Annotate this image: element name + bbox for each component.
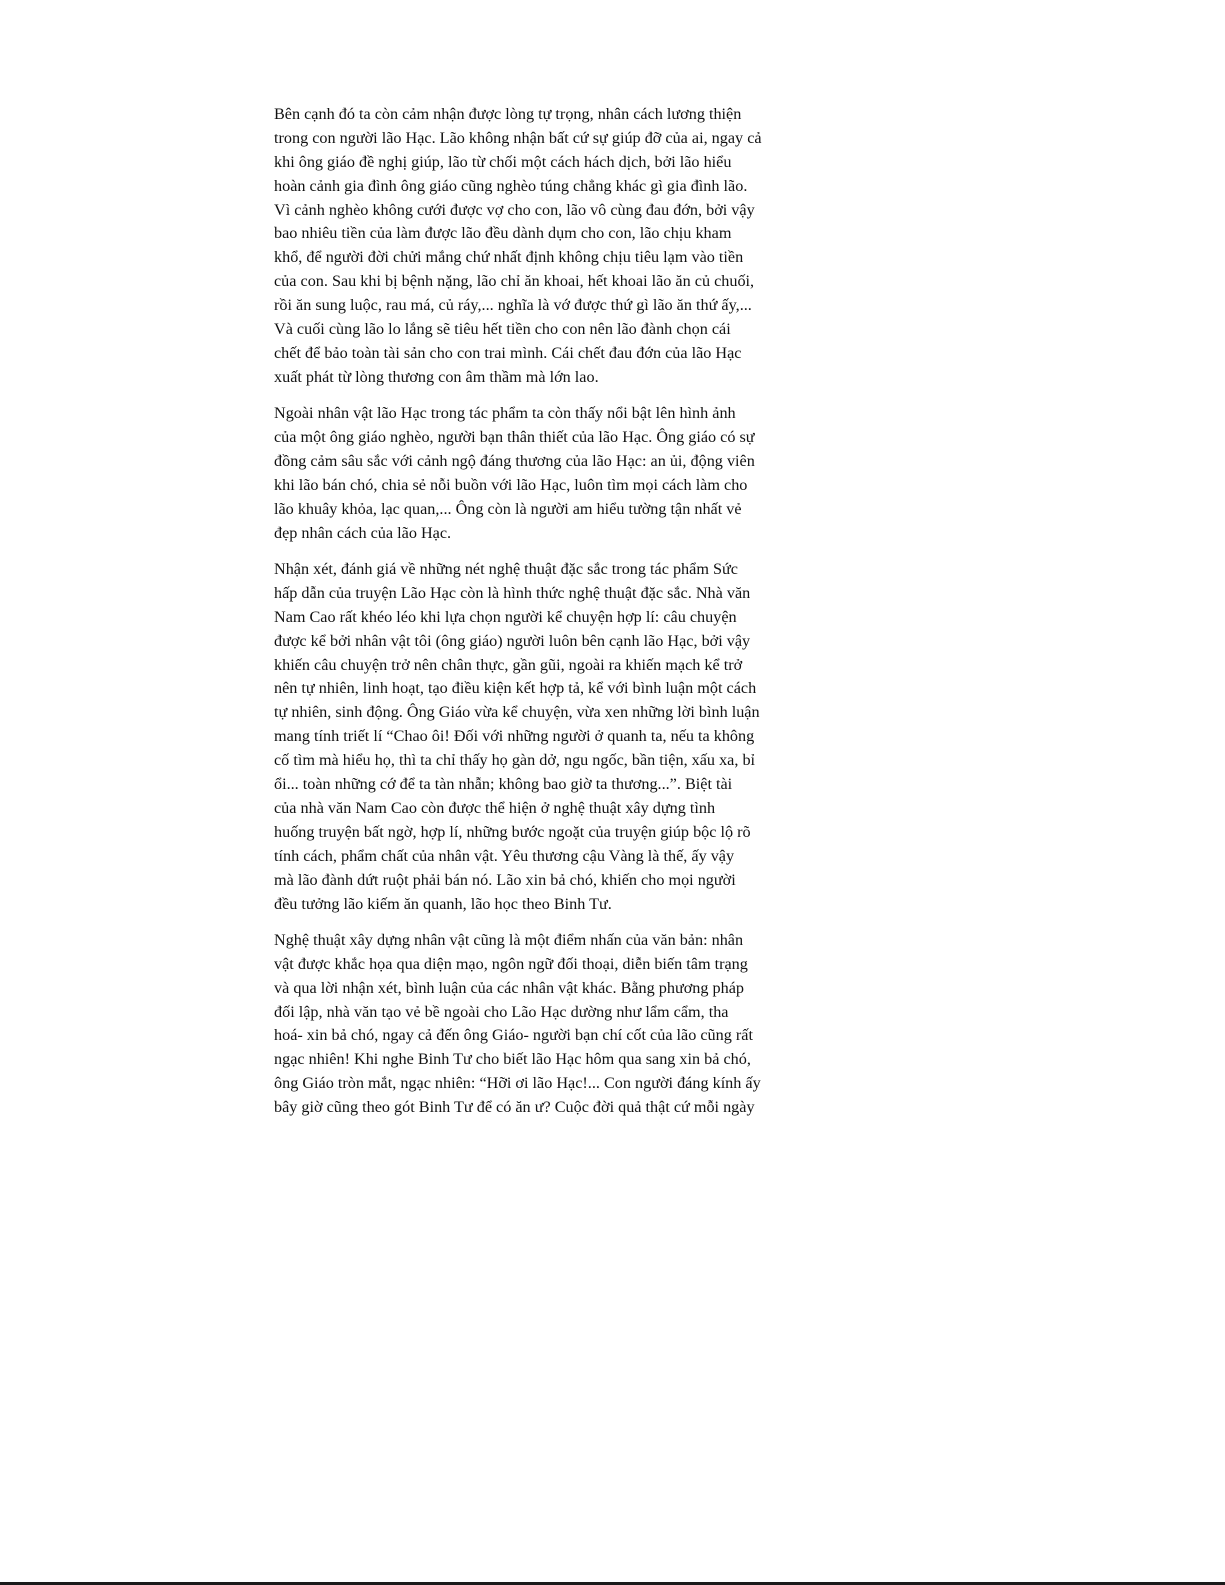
text-line: ổi... toàn những cớ để ta tàn nhẫn; không bao giờ ta thương...”. Biệt tài: [274, 775, 733, 794]
text-line: Và cuối cùng lão lo lắng sẽ tiêu hết tiền cho con nên lão đành chọn cái: [274, 320, 731, 339]
text-line: trong con người lão Hạc. Lão không nhận bất cứ sự giúp đỡ của ai, ngay cả: [274, 128, 762, 147]
text-line: ông Giáo tròn mắt, ngạc nhiên: “Hỡi ơi lão Hạc!... Con người đáng kính ấy: [274, 1074, 761, 1093]
text-line: mang tính triết lí “Chao ôi! Đối với những người ở quanh ta, nếu ta không: [274, 727, 755, 746]
paragraph-3: [274, 558, 826, 916]
text-line: Nghệ thuật xây dựng nhân vật cũng là một điểm nhấn của văn bản: nhân: [274, 930, 744, 949]
text-line: của nhà văn Nam Cao còn được thể hiện ở nghệ thuật xây dựng tình: [274, 798, 716, 817]
text-line: khiến câu chuyện trở nên chân thực, gần gũi, ngoài ra khiến mạch kể trở: [274, 655, 743, 674]
text-line: tính cách, phẩm chất của nhân vật. Yêu thương cậu Vàng là thế, ấy vậy: [274, 846, 735, 865]
text-line: rồi ăn sung luộc, rau má, củ ráy,... nghĩa là vớ được thứ gì lão ăn thứ ấy,...: [274, 296, 752, 315]
paragraph-4: [274, 929, 826, 1120]
text-line: Nam Cao rất khéo léo khi lựa chọn người kể chuyện hợp lí: câu chuyện: [274, 607, 737, 626]
text-line: của con. Sau khi bị bệnh nặng, lão chỉ ăn khoai, hết khoai lão ăn củ chuối,: [274, 272, 755, 291]
text-line: hấp dẫn của truyện Lão Hạc còn là hình thức nghệ thuật đặc sắc. Nhà văn: [274, 583, 751, 602]
text-line: cố tìm mà hiểu họ, thì ta chỉ thấy họ gàn dở, ngu ngốc, bần tiện, xấu xa, bỉ: [274, 751, 756, 770]
text-line: mà lão đành dứt ruột phải bán nó. Lão xin bả chó, khiến cho mọi người: [274, 870, 736, 889]
text-line: Ngoài nhân vật lão Hạc trong tác phẩm ta còn thấy nổi bật lên hình ảnh: [274, 404, 736, 423]
text-line: huống truyện bất ngờ, hợp lí, những bước ngoặt của truyện giúp bộc lộ rõ: [274, 822, 751, 841]
text-line: Nhận xét, đánh giá về những nét nghệ thuật đặc sắc trong tác phẩm Sức: [274, 560, 738, 579]
text-line: hoá- xin bả chó, ngay cả đến ông Giáo- người bạn chí cốt của lão cũng rất: [274, 1026, 753, 1045]
text-line: bây giờ cũng theo gót Binh Tư để có ăn ư? Cuộc đời quả thật cứ mỗi ngày: [274, 1098, 755, 1117]
text-line: chết để bảo toàn tài sản cho con trai mình. Cái chết đau đớn của lão Hạc: [274, 343, 742, 362]
text-line: đều tưởng lão kiếm ăn quanh, lão học theo Binh Tư.: [274, 894, 612, 913]
text-line: hoàn cảnh gia đình ông giáo cũng nghèo túng chẳng khác gì gia đình lão.: [274, 176, 748, 195]
text-line: đồng cảm sâu sắc với cảnh ngộ đáng thương của lão Hạc: an ủi, động viên: [274, 451, 755, 470]
text-line: xuất phát từ lòng thương con âm thầm mà lớn lao.: [274, 367, 599, 386]
text-line: vật được khắc họa qua diện mạo, ngôn ngữ đối thoại, diễn biến tâm trạng: [274, 954, 748, 973]
document-page: [274, 103, 826, 1133]
text-line: và qua lời nhận xét, bình luận của các nhân vật khác. Bằng phương pháp: [274, 978, 745, 997]
text-line: Bên cạnh đó ta còn cảm nhận được lòng tự trọng, nhân cách lương thiện: [274, 105, 742, 123]
text-line: ngạc nhiên! Khi nghe Binh Tư cho biết lão Hạc hôm qua sang xin bả chó,: [274, 1050, 751, 1069]
text-line: đối lập, nhà văn tạo vẻ bề ngoài cho Lão Hạc dường như lẩm cẩm, tha: [274, 1002, 729, 1021]
text-line: khổ, để người đời chửi mắng chứ nhất định không chịu tiêu lạm vào tiền: [274, 248, 744, 267]
text-line: khi lão bán chó, chia sẻ nỗi buồn với lão Hạc, luôn tìm mọi cách làm cho: [274, 475, 748, 494]
text-line: nên tự nhiên, linh hoạt, tạo điều kiện kết hợp tả, kể với bình luận một cách: [274, 679, 757, 698]
paragraph-1: [274, 103, 826, 390]
text-line: tự nhiên, sinh động. Ông Giáo vừa kể chuyện, vừa xen những lời bình luận: [274, 703, 760, 722]
text-line: khi ông giáo đề nghị giúp, lão từ chối một cách hách dịch, bởi lão hiểu: [274, 152, 732, 171]
text-line: của một ông giáo nghèo, người bạn thân thiết của lão Hạc. Ông giáo có sự: [274, 428, 755, 447]
text-line: đẹp nhân cách của lão Hạc.: [274, 523, 452, 542]
text-line: được kể bởi nhân vật tôi (ông giáo) người luôn bên cạnh lão Hạc, bởi vậy: [274, 631, 751, 650]
text-line: Vì cảnh nghèo không cưới được vợ cho con, lão vô cùng đau đớn, bởi vậy: [274, 200, 755, 219]
text-line: lão khuây khỏa, lạc quan,... Ông còn là người am hiểu tường tận nhất vẻ: [274, 499, 742, 518]
paragraph-2: [274, 402, 826, 545]
text-line: bao nhiêu tiền của làm được lão đều dành dụm cho con, lão chịu kham: [274, 224, 732, 243]
